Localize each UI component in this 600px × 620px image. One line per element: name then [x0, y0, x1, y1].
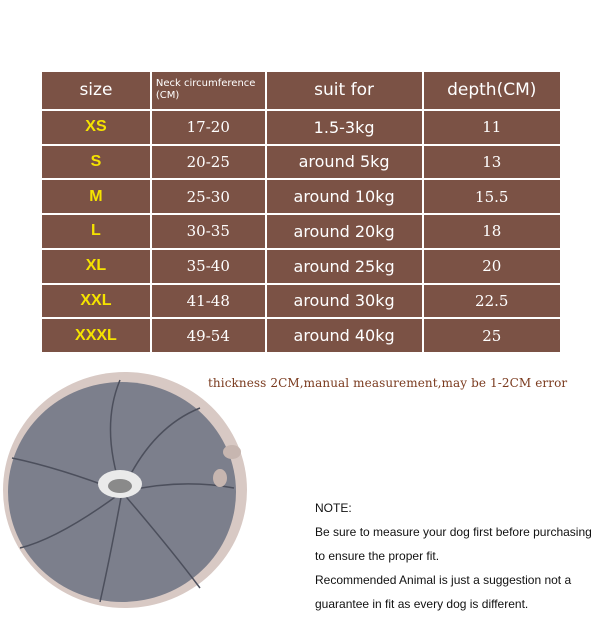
table-row: [42, 319, 560, 352]
cell-size: L: [42, 215, 150, 248]
cell-neck: 17-20: [152, 111, 265, 144]
table-row: [42, 285, 560, 318]
cell-neck: 49-54: [152, 319, 265, 352]
cell-depth: 13: [424, 146, 561, 179]
cell-neck: 35-40: [152, 250, 265, 283]
note-line: Be sure to measure your dog first before purchasing: [315, 525, 592, 539]
cell-suit: 1.5-3kg: [267, 111, 422, 144]
size-chart-table: [40, 70, 562, 354]
note-line: Recommended Animal is just a suggestion not a: [315, 573, 572, 587]
cell-suit: around 10kg: [267, 180, 422, 213]
cell-neck: 20-25: [152, 146, 265, 179]
note-line: guarantee in fit as every dog is different.: [315, 597, 529, 611]
cell-depth: 25: [424, 319, 561, 352]
cell-suit: around 5kg: [267, 146, 422, 179]
button-tab: [213, 469, 227, 487]
header-neck-circumference: Neck circumference (CM): [152, 72, 265, 109]
table-row: [42, 215, 560, 248]
cell-suit: around 20kg: [267, 215, 422, 248]
cell-neck: 41-48: [152, 285, 265, 318]
cell-neck: 30-35: [152, 215, 265, 248]
cell-size: S: [42, 146, 150, 179]
purchase-note: [315, 500, 592, 620]
cell-size: XXXL: [42, 319, 150, 352]
cell-size: M: [42, 180, 150, 213]
cell-suit: around 25kg: [267, 250, 422, 283]
cell-depth: 15.5: [424, 180, 561, 213]
cell-size: XS: [42, 111, 150, 144]
table-row: [42, 250, 560, 283]
cell-size: XL: [42, 250, 150, 283]
pet-cone-collar-image: [0, 368, 260, 609]
table-header-row: [42, 72, 560, 109]
table-row: [42, 180, 560, 213]
header-suit-for: suit for: [267, 72, 422, 109]
cell-suit: around 30kg: [267, 285, 422, 318]
thickness-note: thickness 2CM,manual measurement,may be 1-2CM error: [208, 376, 568, 390]
cell-depth: 18: [424, 215, 561, 248]
cell-depth: 11: [424, 111, 561, 144]
header-size: size: [42, 72, 150, 109]
note-line: to ensure the proper fit.: [315, 549, 440, 563]
cell-size: XXL: [42, 285, 150, 318]
note-title: NOTE:: [315, 501, 352, 515]
cell-neck: 25-30: [152, 180, 265, 213]
cell-depth: 20: [424, 250, 561, 283]
header-depth: depth(CM): [424, 72, 561, 109]
cell-depth: 22.5: [424, 285, 561, 318]
neck-strap: [108, 479, 132, 493]
table-row: [42, 111, 560, 144]
button-tab: [223, 445, 241, 459]
table-row: [42, 146, 560, 179]
cell-suit: around 40kg: [267, 319, 422, 352]
